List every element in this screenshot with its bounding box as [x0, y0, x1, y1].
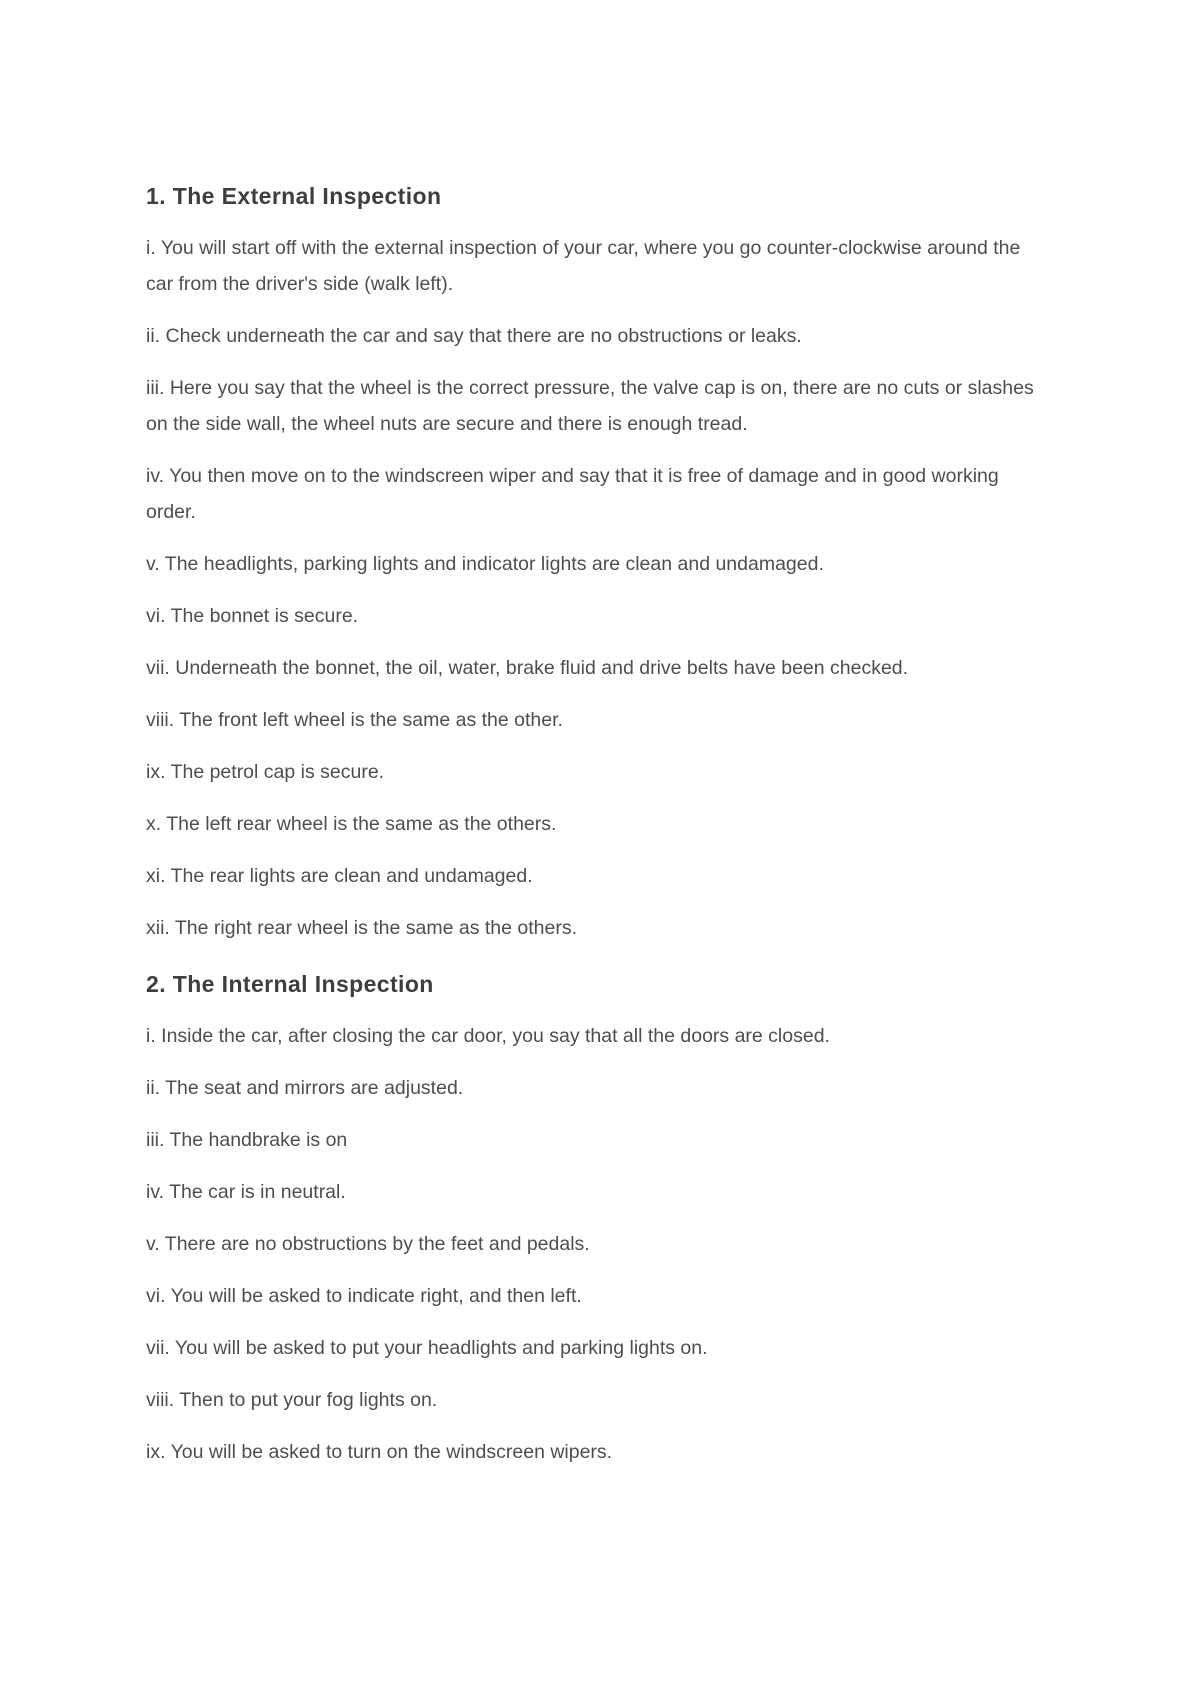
item-list [146, 1018, 1050, 1470]
list-item: ix. You will be asked to turn on the windscreen wipers. [146, 1441, 613, 1463]
list-item: i. You will start off with the external inspection of your car, where you go counter-clockwise around the car from the driver's side (walk left). [146, 237, 1021, 295]
section-heading: 2. The Internal Inspection [146, 971, 434, 997]
list-item: ii. The seat and mirrors are adjusted. [146, 1077, 464, 1099]
list-item: i. Inside the car, after closing the car door, you say that all the doors are closed. [146, 1025, 830, 1047]
list-item: iv. The car is in neutral. [146, 1181, 346, 1203]
list-item: xi. The rear lights are clean and undamaged. [146, 865, 533, 887]
section-heading: 1. The External Inspection [146, 183, 442, 209]
list-item: iii. The handbrake is on [146, 1129, 348, 1151]
list-item: ix. The petrol cap is secure. [146, 761, 385, 783]
list-item: iii. Here you say that the wheel is the correct pressure, the valve cap is on, there are no cuts or slashes on the side wall, the wheel nuts are secure and there is enough tread. [146, 377, 1034, 435]
list-item: v. There are no obstructions by the feet and pedals. [146, 1233, 590, 1255]
section-external-inspection [146, 178, 1050, 946]
item-list [146, 230, 1050, 946]
section-internal-inspection [146, 966, 1050, 1470]
list-item: vii. You will be asked to put your headlights and parking lights on. [146, 1337, 708, 1359]
list-item: v. The headlights, parking lights and indicator lights are clean and undamaged. [146, 553, 824, 575]
list-item: vi. The bonnet is secure. [146, 605, 359, 627]
list-item: viii. Then to put your fog lights on. [146, 1389, 438, 1411]
list-item: vii. Underneath the bonnet, the oil, water, brake fluid and drive belts have been checked. [146, 657, 909, 679]
list-item: iv. You then move on to the windscreen wiper and say that it is free of damage and in good working order. [146, 465, 999, 523]
list-item: ii. Check underneath the car and say that there are no obstructions or leaks. [146, 325, 802, 347]
list-item: x. The left rear wheel is the same as the others. [146, 813, 557, 835]
list-item: viii. The front left wheel is the same as the other. [146, 709, 563, 731]
list-item: xii. The right rear wheel is the same as the others. [146, 917, 578, 939]
list-item: vi. You will be asked to indicate right, and then left. [146, 1285, 582, 1307]
